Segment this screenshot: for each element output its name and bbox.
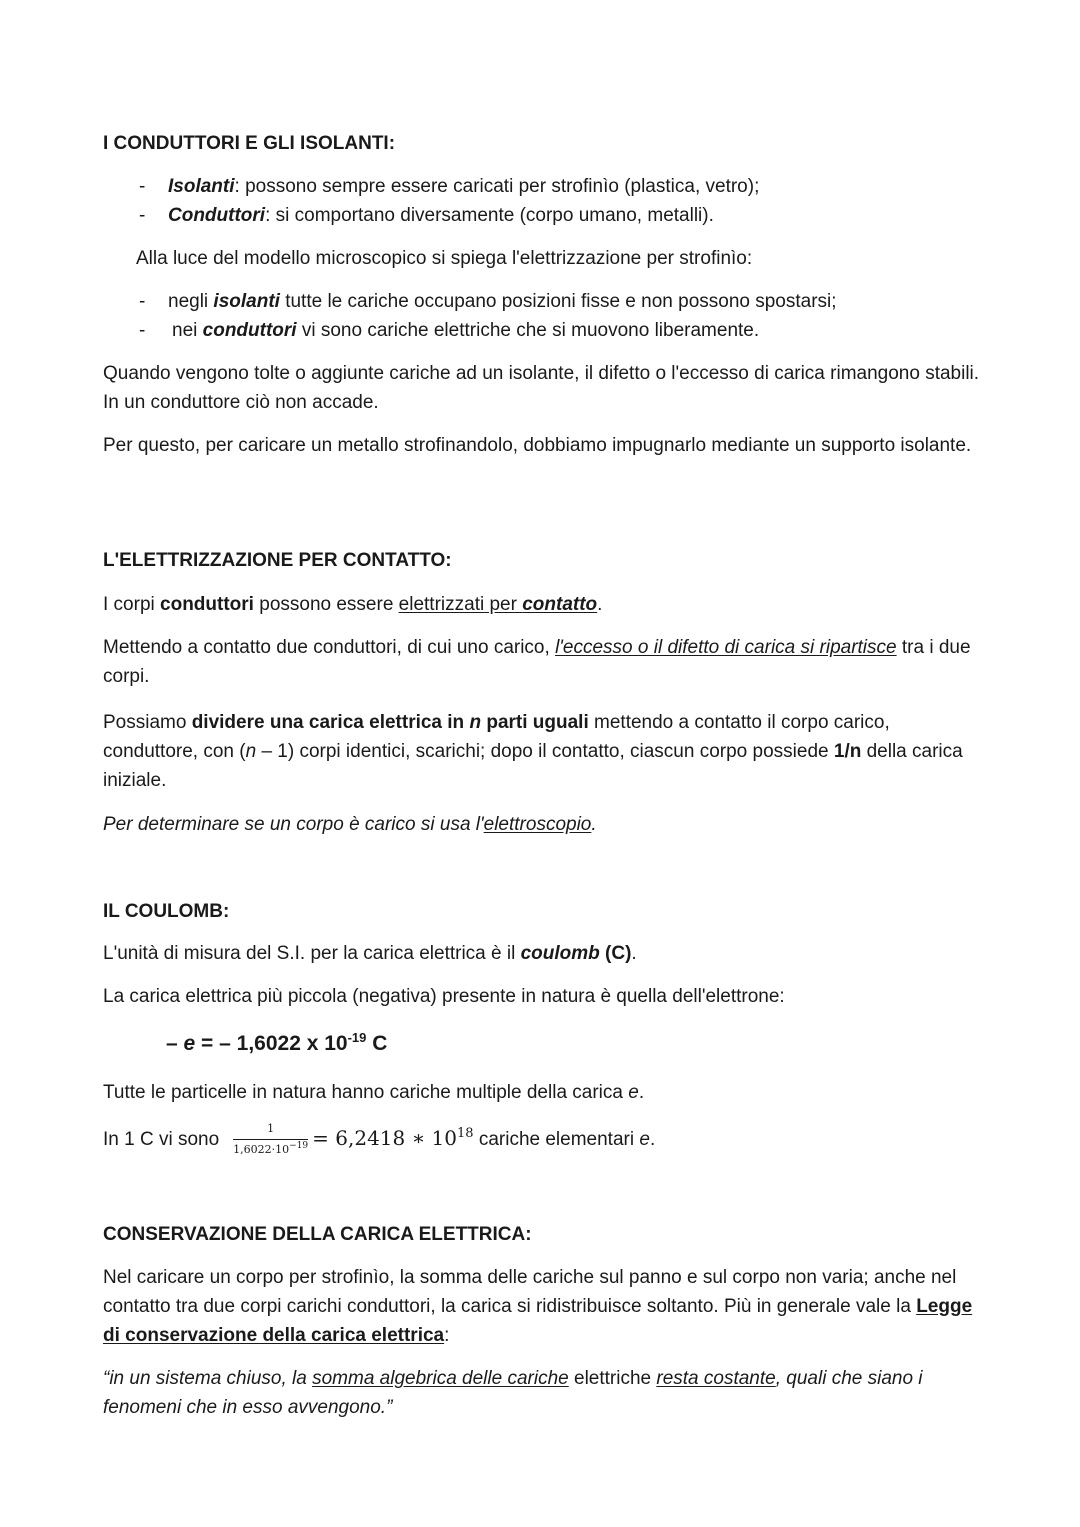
fraction: $\frac{1}{1,6022\cdot 10^{-19}}$: [233, 1122, 309, 1157]
list-item-conduttori: - Conduttori: si comportano diversamente (corpo umano, metalli).: [139, 205, 714, 226]
section-title-contatto: L'ELETTRIZZAZIONE PER CONTATTO:: [103, 550, 452, 571]
paragraph-elettroscopio: Per determinare se un corpo è carico si usa l'elettroscopio.: [103, 814, 597, 835]
quote-legge-conservazione: “in un sistema chiuso, la somma algebrica delle cariche elettriche resta costante, quali che siano i fenomeni che in esso avvengono.”: [103, 1368, 923, 1418]
section-title-coulomb: IL COULOMB:: [103, 901, 230, 922]
paragraph-intro: Alla luce del modello microscopico si spiega l'elettrizzazione per strofinìo:: [136, 248, 753, 269]
paragraph-corpi-conduttori: I corpi conduttori possono essere elettrizzati per contatto.: [103, 594, 603, 615]
paragraph-particelle: Tutte le particelle in natura hanno cariche multiple della carica e.: [103, 1082, 645, 1103]
section-title-conduttori-isolanti: I CONDUTTORI E GLI ISOLANTI:: [103, 133, 396, 154]
list-item-conduttori-cariche: - nei conduttori vi sono cariche elettriche che si muovono liberamente.: [139, 320, 760, 341]
paragraph-elettrone: La carica elettrica più piccola (negativa) presente in natura è quella dell'elettrone:: [103, 986, 785, 1007]
paragraph-supporto-isolante: Per questo, per caricare un metallo strofinandolo, dobbiamo impugnarlo mediante un supporto isolante.: [103, 435, 972, 456]
formula-carica-elettrone: – e = – 1,6022 x $10^{-19}$ C: [166, 1030, 388, 1055]
formula-cariche-elementari: In 1 C vi sono $\frac{1}{1,6022\cdot 10^{-19}}$ = 6,2418 ∗ $10^{18}$ cariche elementari e.: [103, 1122, 656, 1157]
paragraph-conservazione: Nel caricare un corpo per strofinìo, la somma delle cariche sul panno e sul corpo non varia; anche nel contatto tra due corpi carichi conduttori, la carica si ridistribuisce soltanto. Più in generale vale la Legge di conservazione della carica elettrica:: [103, 1267, 973, 1346]
paragraph-unita-misura: L'unità di misura del S.I. per la carica elettrica è il coulomb (C).: [103, 943, 637, 964]
list-item-isolanti: - Isolanti: possono sempre essere caricati per strofinìo (plastica, vetro);: [139, 176, 760, 197]
paragraph-isolante-stabili: Quando vengono tolte o aggiunte cariche ad un isolante, il difetto o l'eccesso di carica rimangono stabili. In un conduttore ciò non accade.: [103, 363, 980, 413]
list-item-isolanti-cariche: - negli isolanti tutte le cariche occupano posizioni fisse e non possono spostarsi;: [139, 291, 837, 312]
paragraph-ripartizione: Mettendo a contatto due conduttori, di cui uno carico, l'eccesso o il difetto di carica si ripartisce tra i due corpi.: [103, 637, 971, 687]
section-title-conservazione: CONSERVAZIONE DELLA CARICA ELETTRICA:: [103, 1224, 532, 1245]
paragraph-dividere-carica: Possiamo dividere una carica elettrica in n parti uguali mettendo a contatto il corpo carico, conduttore, con (n – 1) corpi identici, scarichi; dopo il contatto, ciascun corpo possiede 1/n della carica iniziale.: [103, 712, 963, 791]
